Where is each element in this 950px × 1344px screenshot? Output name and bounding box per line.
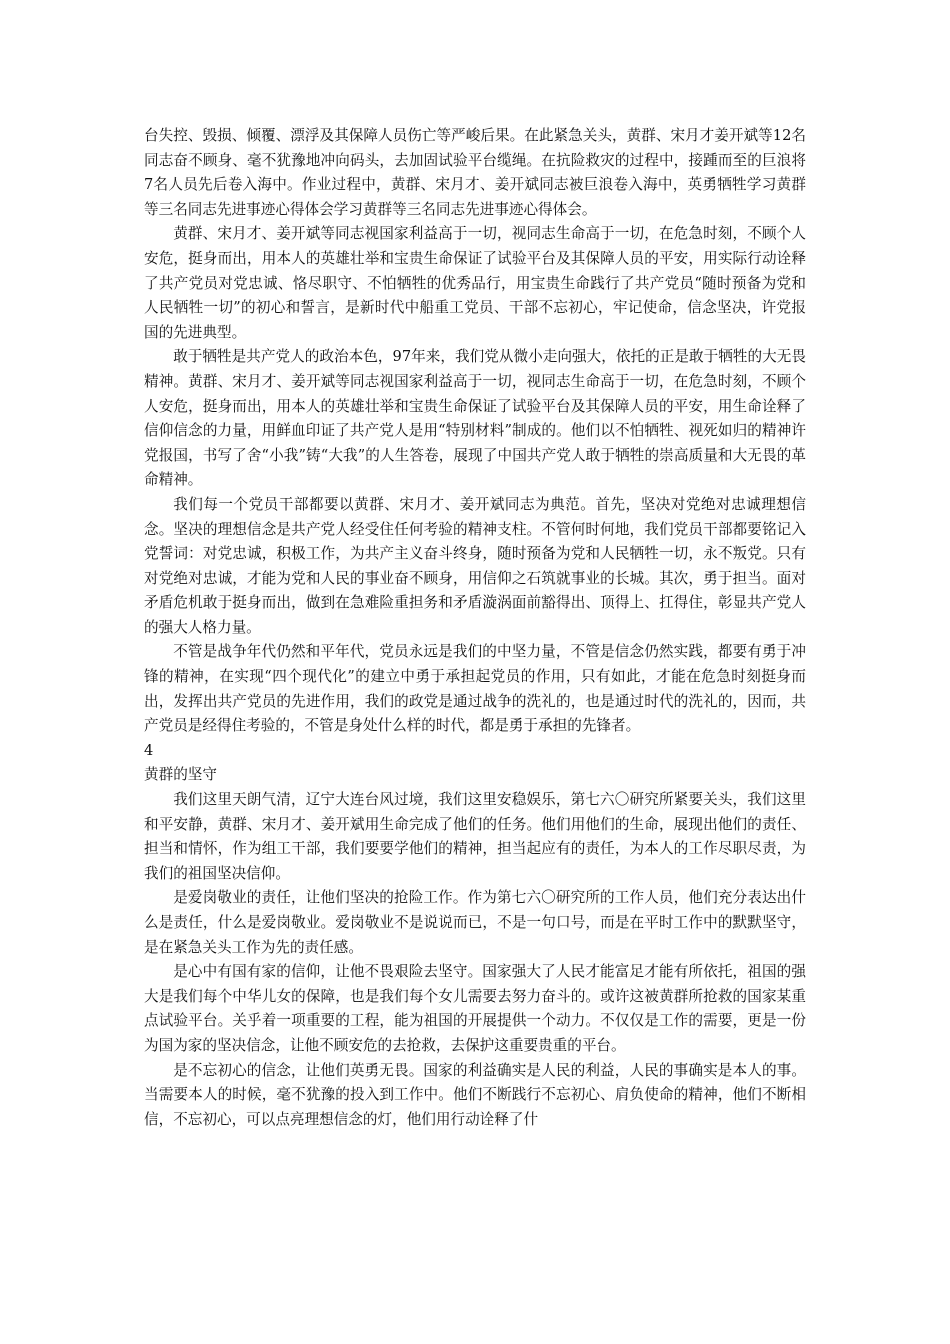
section-number: 4 (144, 741, 154, 759)
paragraph: 我们这里天朗气清，辽宁大连台风过境，我们这里安稳娱乐，第七六〇研究所紧要关头，我们这里和平安静，黄群、宋月才、姜开斌用生命完成了他们的任务。他们用他们的生命，展现出他们的责任、担当和情怀，作为组工干部，我们要要学他们的精神，担当起应有的责任，为本人的工作尽职尽责，为我们的祖国坚决信仰。 (144, 791, 806, 882)
paragraph: 我们每一个党员干部都要以黄群、宋月才、姜开斌同志为典范。首先，坚决对党绝对忠诚理想信念。坚决的理想信念是共产党人经受住任何考验的精神支柱。不管何时何地，我们党员干部都要铭记入党誓词：对党忠诚，积极工作，为共产主义奋斗终身，随时预备为党和人民牺牲一切，永不叛党。只有对党绝对忠诚，才能为党和人民的事业奋不顾身，用信仰之石筑就事业的长城。其次，勇于担当。面对矛盾危机敢于挺身而出，做到在急难险重担务和矛盾漩涡面前豁得出、顶得上、扛得住，彰显共产党人的强大人格力量。 (144, 495, 806, 636)
paragraph: 是不忘初心的信念，让他们英勇无畏。国家的利益确实是人民的利益，人民的事确实是本人的事。当需要本人的时候，毫不犹豫的投入到工作中。他们不断践行不忘初心、肩负使命的精神，他们不断相信，不忘初心，可以点亮理想信念的灯，他们用行动诠释了什 (144, 1061, 806, 1128)
paragraph: 黄群、宋月才、姜开斌等同志视国家利益高于一切，视同志生命高于一切，在危急时刻，不顾个人安危，挺身而出，用本人的英雄壮举和宝贵生命保证了试验平台及其保障人员的平安，用实际行动诠释了共产党员对党忠诚、恪尽职守、不怕牺牲的优秀品行，用宝贵生命践行了共产党员“随时预备为党和人民牺牲一切”的初心和誓言，是新时代中船重工党员、干部不忘初心，牢记使命，信念坚决，许党报国的先进典型。 (144, 225, 806, 341)
paragraph: 是爱岗敬业的责任，让他们坚决的抢险工作。作为第七六〇研究所的工作人员，他们充分表达出什么是责任，什么是爱岗敬业。爱岗敬业不是说说而已，不是一句口号，而是在平时工作中的默默坚守，是在紧急关头工作为先的责任感。 (144, 889, 806, 956)
paragraph: 不管是战争年代仍然和平年代，党员永远是我们的中坚力量，不管是信念仍然实践，都要有勇于冲锋的精神，在实现“四个现代化”的建立中勇于承担起党员的作用，只有如此，才能在危急时刻挺身而出，发挥出共产党员的先进作用，我们的政党是通过战争的洗礼的，也是通过时代的洗礼的，因而，共产党员是经得住考验的，不管是身处什么样的时代，都是勇于承担的先锋者。 (144, 643, 806, 735)
paragraph: 敢于牺牲是共产党人的政治本色，97年来，我们党从微小走向强大，依托的正是敢于牺牲的大无畏精神。黄群、宋月才、姜开斌等同志视国家利益高于一切，视同志生命高于一切，在危急时刻，不顾个人安危，挺身而出，用本人的英雄壮举和宝贵生命保证了试验平台及其保障人员的平安，用生命诠释了信仰信念的力量，用鲜血印证了共产党人是用“特别材料”制成的。他们以不怕牺牲、视死如归的精神许党报国，书写了舍“小我”铸“大我”的人生答卷，展现了中国共产党人敢于牺牲的崇高质量和大无畏的革命精神。 (144, 348, 806, 489)
section-title: 黄群的坚守 (144, 766, 217, 784)
paragraph-continued: 台失控、毁损、倾覆、漂浮及其保障人员伤亡等严峻后果。在此紧急关头，黄群、宋月才姜开斌等12名同志奋不顾身、毫不犹豫地冲向码头，去加固试验平台缆绳。在抗险救灾的过程中，接踵而至的巨浪将7名人员先后卷入海中。作业过程中，黄群、宋月才、姜开斌同志被巨浪卷入海中，英勇牺牲学习黄群等三名同志先进事迹心得体会学习黄群等三名同志先进事迹心得体会。 (144, 127, 806, 218)
paragraph: 是心中有国有家的信仰，让他不畏艰险去坚守。国家强大了人民才能富足才能有所依托，祖国的强大是我们每个中华儿女的保障，也是我们每个女儿需要去努力奋斗的。或许这被黄群所抢救的国家某重点试验平台。关乎着一项重要的工程，能为祖国的开展提供一个动力。不仅仅是工作的需要，更是一份为国为家的坚决信念，让他不顾安危的去抢救，去保护这重要贵重的平台。 (144, 963, 806, 1054)
document-page (144, 124, 806, 1132)
